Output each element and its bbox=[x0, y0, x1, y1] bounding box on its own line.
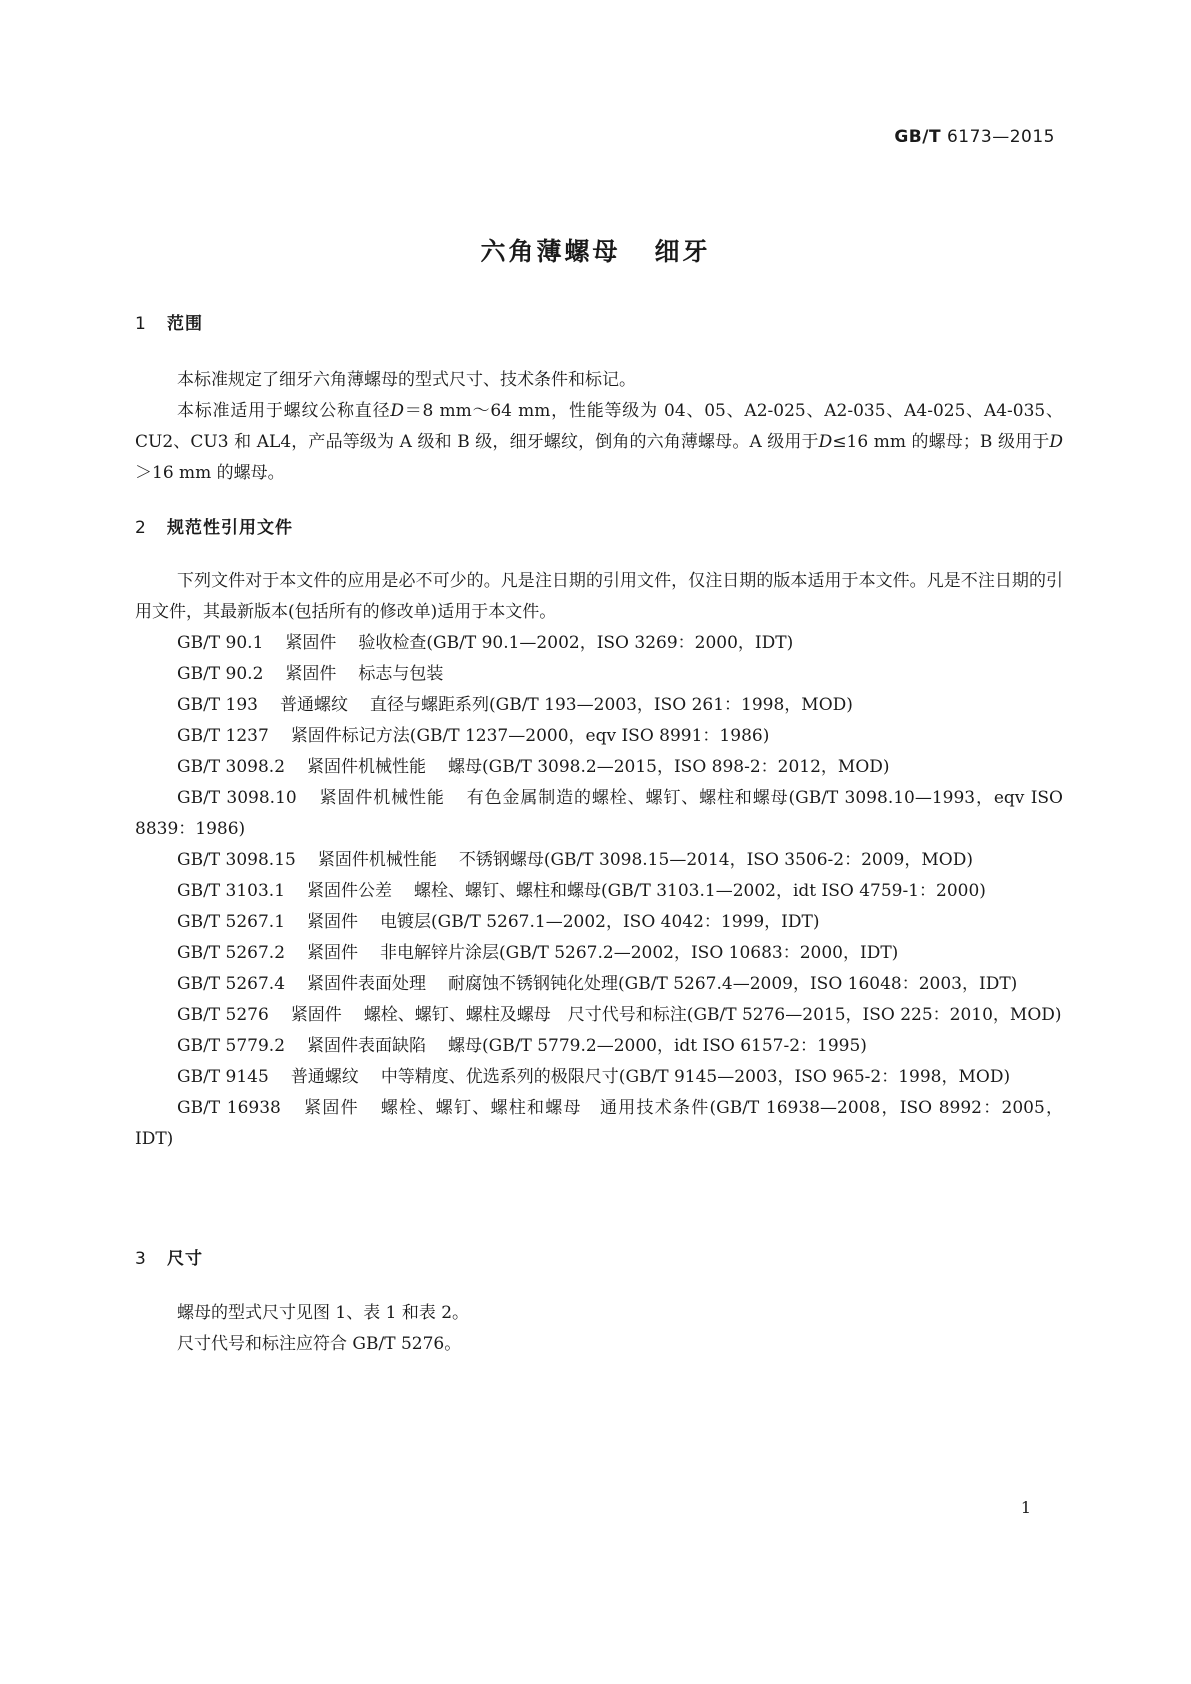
dimensions-paragraph-2: 尺寸代号和标注应符合 GB/T 5276。 bbox=[177, 1334, 462, 1354]
reference-code: GB/T 5267.1 bbox=[177, 912, 286, 932]
reference-item bbox=[135, 1062, 1063, 1093]
reference-code: GB/T 90.2 bbox=[177, 664, 264, 684]
scope-paragraph-2: 本标准适用于螺纹公称直径D＝8 mm～64 mm，性能等级为 04、05、A2-025、A2-035、A4-025、A4-035、CU2、CU3 和 AL4，产品等级为 A 级和 B 级，细牙螺纹，倒角的六角薄螺母。A 级用于D≤16 mm 的螺母；B 级用于D＞16 mm 的螺母。 bbox=[135, 401, 1064, 483]
reference-title: 紧固件 bbox=[307, 943, 359, 963]
reference-detail: 螺母(GB/T 3098.2—2015，ISO 898-2：2012，MOD) bbox=[448, 757, 890, 777]
reference-item bbox=[135, 845, 1063, 876]
reference-detail: 直径与螺距系列(GB/T 193—2003，ISO 261：1998，MOD) bbox=[370, 695, 853, 715]
reference-detail: 验收检查(GB/T 90.1—2002，ISO 3269：2000，IDT) bbox=[358, 633, 794, 653]
section-1-heading bbox=[135, 309, 203, 334]
title-main: 六角薄螺母 bbox=[480, 237, 621, 266]
reference-title: 紧固件机械性能 bbox=[318, 788, 445, 808]
reference-code: GB/T 5267.2 bbox=[177, 943, 286, 963]
section-3-body bbox=[135, 1298, 1063, 1360]
reference-detail: 螺栓、螺钉、螺柱和螺母(GB/T 3103.1—2002，idt ISO 4759-1：2000) bbox=[414, 881, 986, 901]
reference-code: GB/T 1237 bbox=[177, 726, 269, 746]
page-number: 1 bbox=[1020, 1498, 1031, 1517]
reference-item bbox=[135, 969, 1063, 1000]
reference-code: GB/T 3103.1 bbox=[177, 881, 286, 901]
reference-title: 紧固件机械性能 bbox=[307, 757, 427, 777]
standard-code-number: 6173—2015 bbox=[941, 127, 1055, 147]
reference-detail: 螺母(GB/T 5779.2—2000，idt ISO 6157-2：1995) bbox=[448, 1036, 867, 1056]
section-1-body bbox=[135, 365, 1063, 489]
section-3-title: 尺寸 bbox=[167, 1249, 203, 1269]
reference-detail: 电镀层(GB/T 5267.1—2002，ISO 4042：1999，IDT) bbox=[380, 912, 820, 932]
reference-code: GB/T 16938 bbox=[177, 1098, 281, 1118]
reference-title: 紧固件 bbox=[285, 633, 337, 653]
reference-code: GB/T 90.1 bbox=[177, 633, 264, 653]
section-2-number: 2 bbox=[135, 518, 147, 538]
reference-code: GB/T 5779.2 bbox=[177, 1036, 286, 1056]
reference-title: 紧固件表面缺陷 bbox=[307, 1036, 427, 1056]
references-intro: 下列文件对于本文件的应用是必不可少的。凡是注日期的引用文件，仅注日期的版本适用于本文件。凡是不注日期的引用文件，其最新版本(包括所有的修改单)适用于本文件。 bbox=[135, 571, 1063, 622]
section-1-title: 范围 bbox=[167, 314, 203, 334]
standard-code bbox=[894, 127, 1055, 147]
reference-title: 紧固件机械性能 bbox=[317, 850, 437, 870]
reference-title: 紧固件标记方法(GB/T 1237—2000，eqv ISO 8991：1986) bbox=[290, 726, 770, 746]
reference-detail: 耐腐蚀不锈钢钝化处理(GB/T 5267.4—2009，ISO 16048：2003，IDT) bbox=[448, 974, 1018, 994]
reference-title: 普通螺纹 bbox=[280, 695, 348, 715]
section-3-number: 3 bbox=[135, 1249, 147, 1269]
section-2-title: 规范性引用文件 bbox=[167, 518, 293, 538]
section-1-number: 1 bbox=[135, 314, 147, 334]
reference-code: GB/T 5267.4 bbox=[177, 974, 286, 994]
reference-code: GB/T 3098.15 bbox=[177, 850, 296, 870]
reference-code: GB/T 5276 bbox=[177, 1005, 269, 1025]
reference-item bbox=[135, 1093, 1063, 1155]
reference-title: 紧固件 bbox=[285, 664, 337, 684]
reference-item bbox=[135, 628, 1063, 659]
section-2-body bbox=[135, 566, 1063, 1155]
reference-detail: 中等精度、优选系列的极限尺寸(GB/T 9145—2003，ISO 965-2：1998，MOD) bbox=[380, 1067, 1011, 1087]
reference-detail: 非电解锌片涂层(GB/T 5267.2—2002，ISO 10683：2000，IDT) bbox=[380, 943, 899, 963]
reference-item bbox=[135, 938, 1063, 969]
reference-title: 紧固件 bbox=[307, 912, 359, 932]
reference-code: GB/T 9145 bbox=[177, 1067, 269, 1087]
standard-code-prefix: GB/T bbox=[894, 127, 942, 147]
reference-item bbox=[135, 1000, 1063, 1031]
document-title bbox=[0, 232, 1191, 268]
reference-item bbox=[135, 783, 1063, 845]
reference-title: 紧固件公差 bbox=[307, 881, 393, 901]
reference-item bbox=[135, 876, 1063, 907]
reference-item bbox=[135, 907, 1063, 938]
reference-item bbox=[135, 659, 1063, 690]
reference-item bbox=[135, 690, 1063, 721]
reference-code: GB/T 3098.2 bbox=[177, 757, 286, 777]
reference-item bbox=[135, 1031, 1063, 1062]
reference-detail: 有色金属制造的螺栓、螺钉、螺柱和螺母(GB/T 3098.10—1993，eqv ISO 8839：1986) bbox=[135, 788, 1063, 839]
reference-detail: 不锈钢螺母(GB/T 3098.15—2014，ISO 3506-2：2009，MOD) bbox=[458, 850, 973, 870]
reference-detail: 标志与包装 bbox=[358, 664, 444, 684]
section-2-heading bbox=[135, 513, 293, 538]
reference-item bbox=[135, 752, 1063, 783]
scope-paragraph-1: 本标准规定了细牙六角薄螺母的型式尺寸、技术条件和标记。 bbox=[177, 370, 636, 390]
dimensions-paragraph-1: 螺母的型式尺寸见图 1、表 1 和表 2。 bbox=[177, 1303, 470, 1323]
reference-detail: 螺栓、螺钉、螺柱及螺母 尺寸代号和标注(GB/T 5276—2015，ISO 225：2010，MOD) bbox=[363, 1005, 1062, 1025]
section-3-heading bbox=[135, 1244, 203, 1269]
title-sub: 细牙 bbox=[654, 237, 711, 266]
reference-title: 普通螺纹 bbox=[290, 1067, 359, 1087]
references-list bbox=[135, 628, 1063, 1155]
reference-item bbox=[135, 721, 1063, 752]
reference-title: 紧固件 bbox=[290, 1005, 342, 1025]
reference-detail: 螺栓、螺钉、螺柱和螺母 通用技术条件(GB/T 16938—2008，ISO 8992：2005，IDT) bbox=[135, 1098, 1064, 1149]
reference-title: 紧固件表面处理 bbox=[307, 974, 427, 994]
reference-code: GB/T 3098.10 bbox=[177, 788, 297, 808]
reference-title: 紧固件 bbox=[302, 1098, 359, 1118]
reference-code: GB/T 193 bbox=[177, 695, 258, 715]
